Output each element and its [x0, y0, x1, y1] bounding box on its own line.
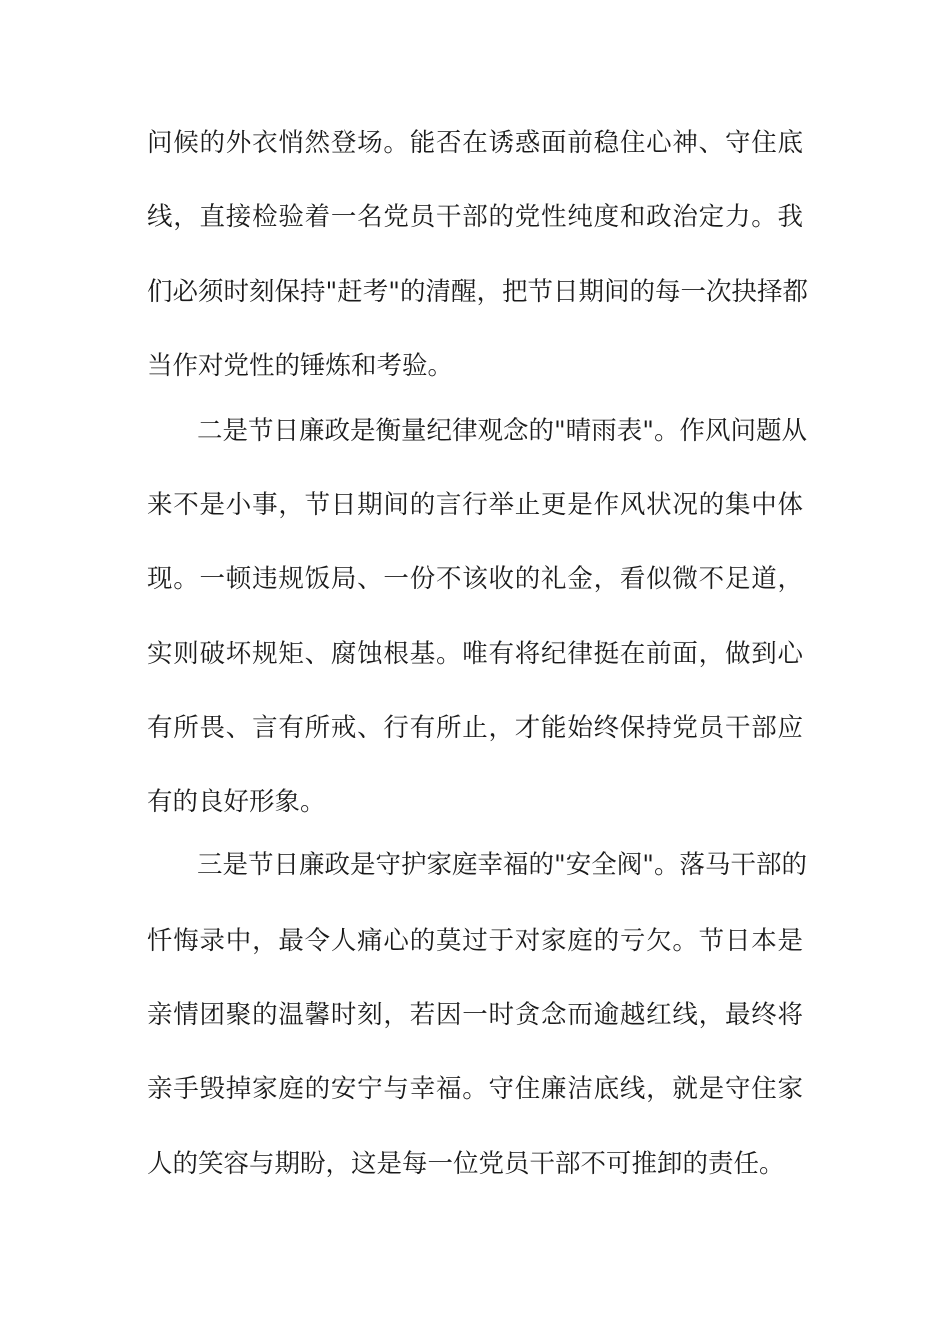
paragraph-3-line-1: 三是节日廉政是守护家庭幸福的"安全阀"。落马干部的 [197, 850, 807, 880]
paragraph-2-line-6: 有的良好形象。 [147, 787, 326, 817]
paragraph-2-line-2: 来不是小事，节日期间的言行举止更是作风状况的集中体 [147, 490, 803, 520]
paragraph-2-line-3: 现。一顿违规饭局、一份不该收的礼金，看似微不足道， [147, 564, 803, 594]
paragraph-2-line-4: 实则破坏规矩、腐蚀根基。唯有将纪律挺在前面，做到心 [147, 639, 803, 669]
paragraph-1-line-4: 当作对党性的锤炼和考验。 [147, 351, 454, 381]
paragraph-2-line-5: 有所畏、言有所戒、行有所止，才能始终保持党员干部应 [147, 713, 803, 743]
paragraph-3-line-3: 亲情团聚的温馨时刻，若因一时贪念而逾越红线，最终将 [147, 1000, 803, 1030]
paragraph-3-line-4: 亲手毁掉家庭的安宁与幸福。守住廉洁底线，就是守住家 [147, 1074, 803, 1104]
paragraph-2-line-1: 二是节日廉政是衡量纪律观念的"晴雨表"。作风问题从 [197, 416, 807, 446]
paragraph-3-line-5: 人的笑容与期盼，这是每一位党员干部不可推卸的责任。 [147, 1149, 785, 1179]
paragraph-1-line-1: 问候的外衣悄然登场。能否在诱惑面前稳住心神、守住底 [147, 128, 803, 158]
paragraph-1-line-2: 线，直接检验着一名党员干部的党性纯度和政治定力。我 [147, 202, 803, 232]
paragraph-3-line-2: 忏悔录中，最令人痛心的莫过于对家庭的亏欠。节日本是 [147, 926, 803, 956]
paragraph-1-line-3: 们必须时刻保持"赶考"的清醒，把节日期间的每一次抉择都 [147, 277, 808, 307]
